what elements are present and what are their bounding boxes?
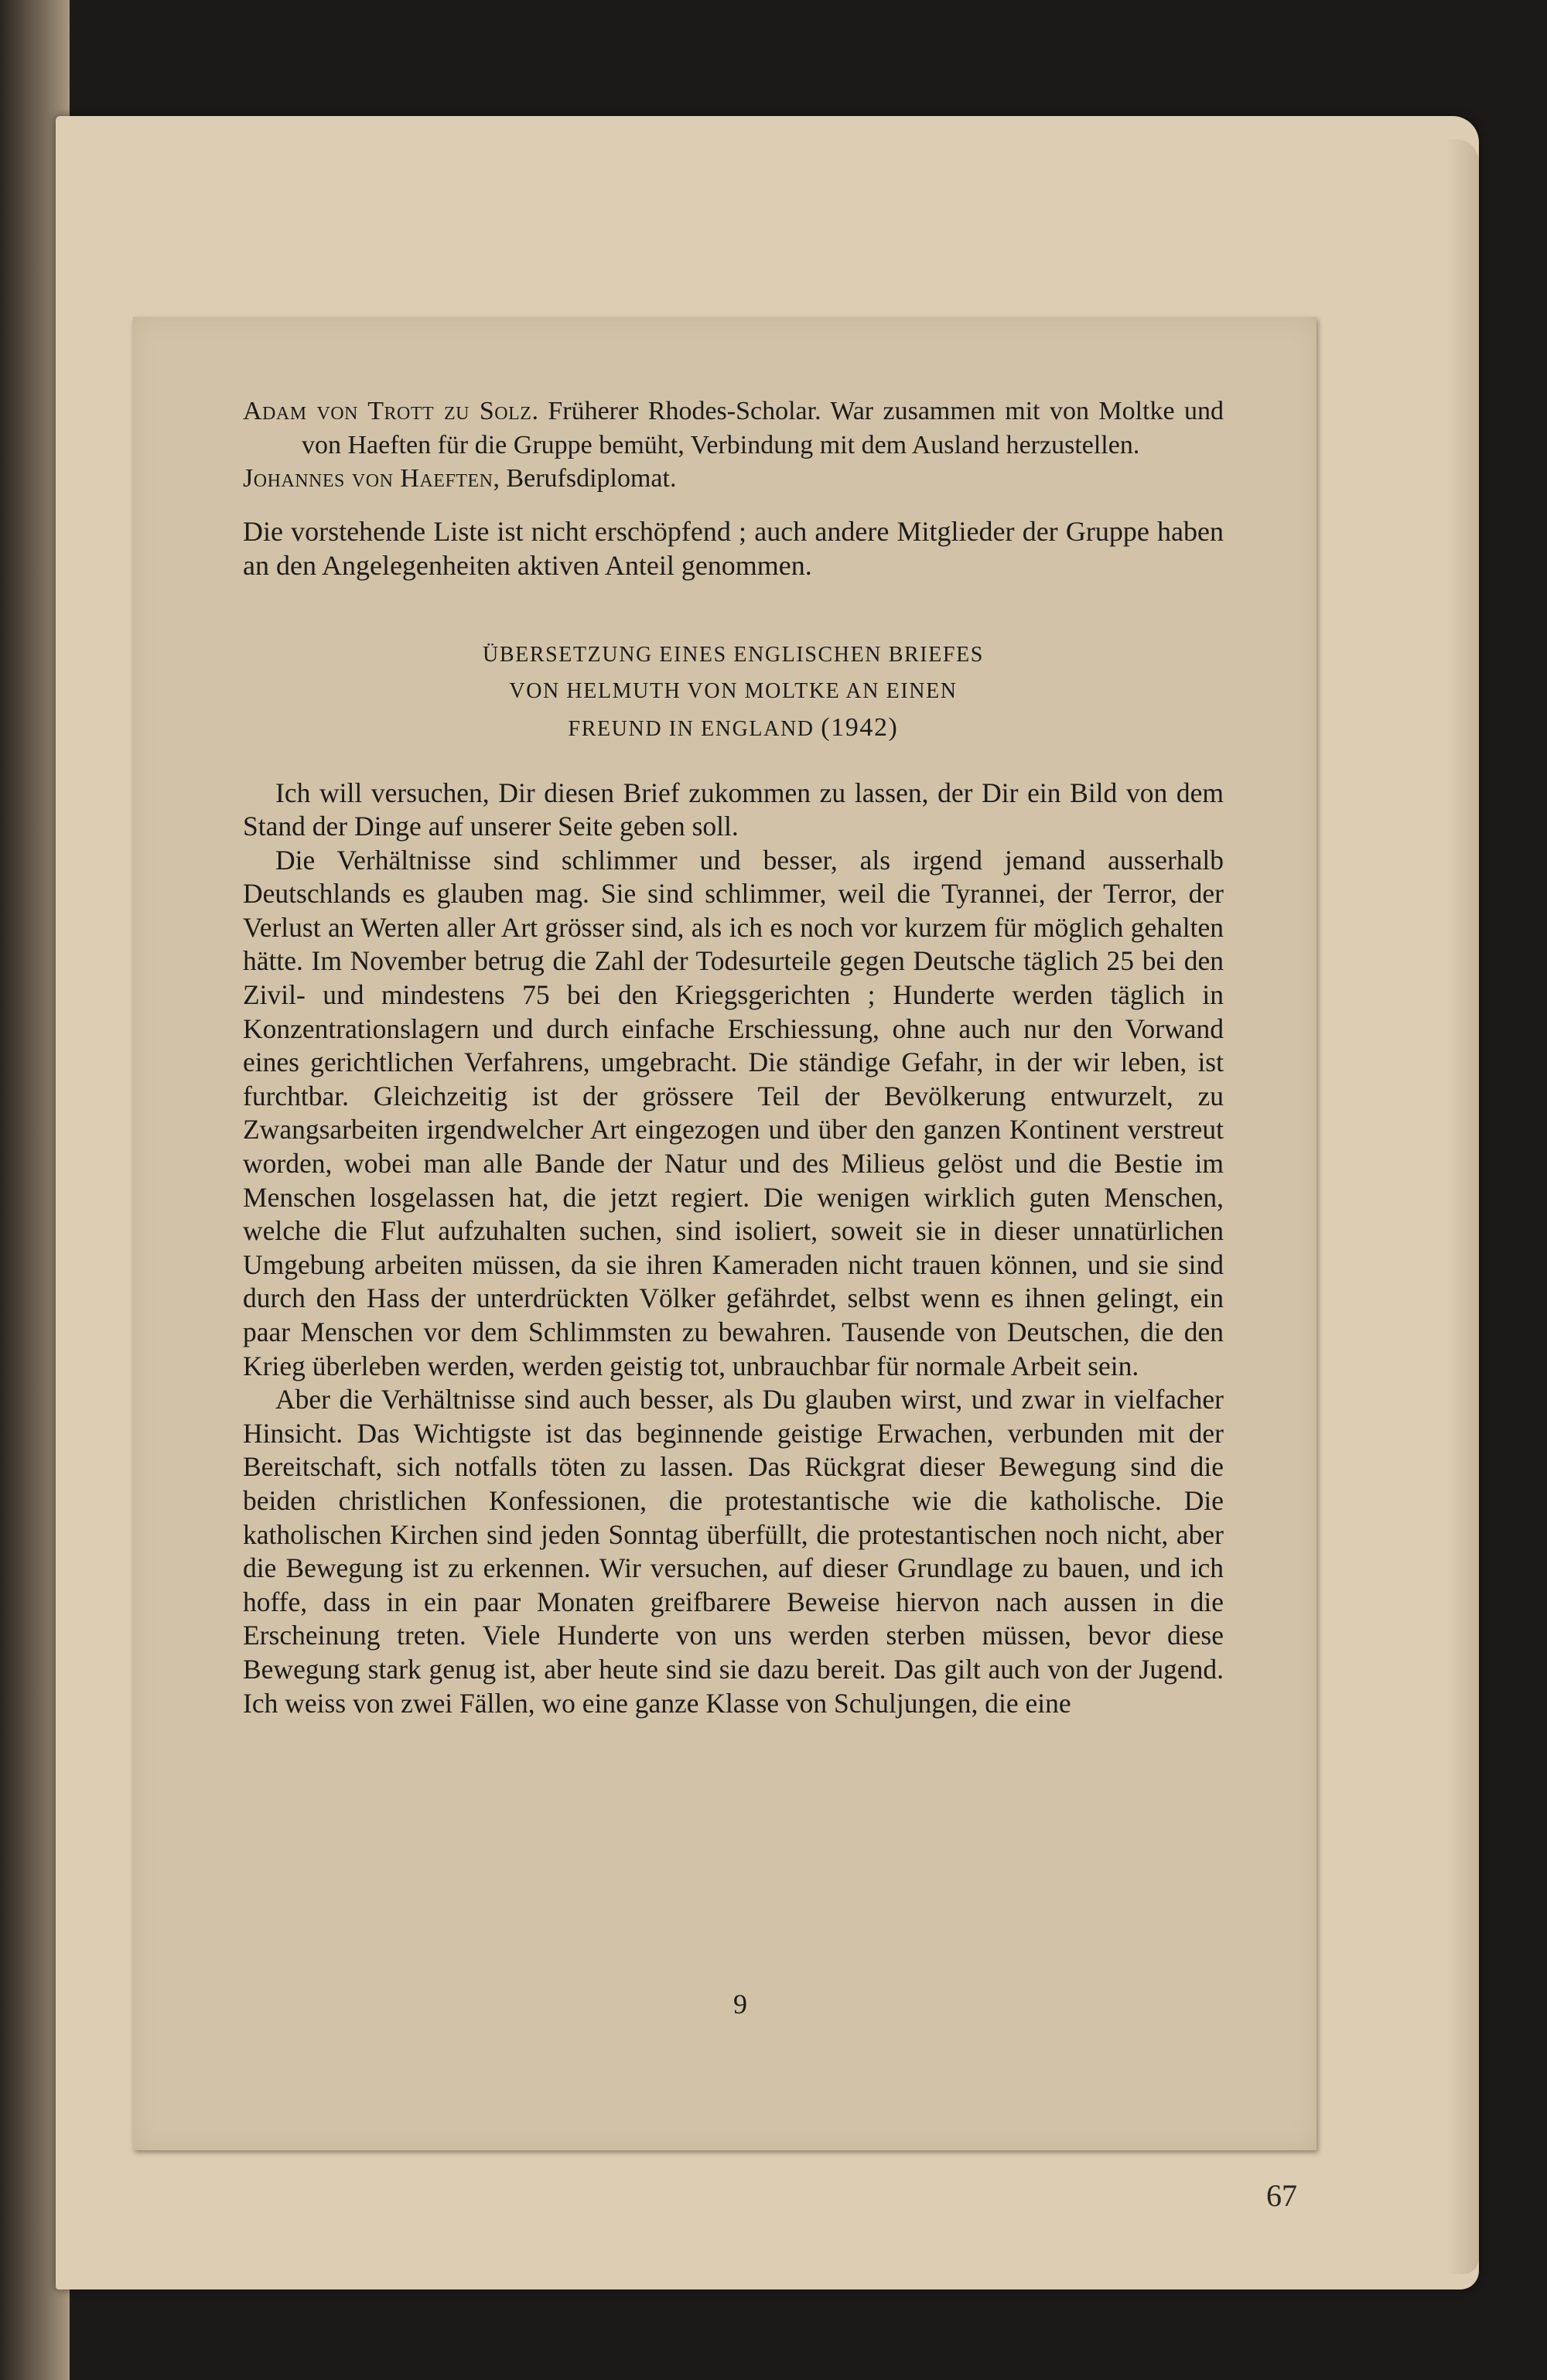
member-entry: [243, 462, 1224, 496]
member-list: [243, 394, 1224, 496]
member-name: Johannes von Haeften: [243, 464, 493, 493]
paragraph: Die Verhältnisse sind schlimmer und besser, als irgend jemand ausserhalb Deutschlands es glauben mag. Sie sind schlimmer, weil die Tyrannei, der Terror, der Verlust an Werten aller Art grösser sind, als ich es noch vor kurzem für möglich gehalten hätte. Im November betrug die Zahl der Todesurteile gegen Deutsche täglich 25 bei den Zivil- und mindestens 75 bei den Kriegsgerichten ; Hunderte werden täglich in Konzentrationslagern und durch einfache Erschiessung, ohne auch nur den Vorwand eines gerichtlichen Verfahrens, umgebracht. Die ständige Gefahr, in der wir leben, ist furchtbar. Gleichzeitig ist der grössere Teil der Bevölkerung entwurzelt, zu Zwangsarbeiten irgendwelcher Art eingezogen und über den ganzen Kontinent verstreut worden, wobei man alle Bande der Natur und des Milieus gelöst und die Bestie im Menschen losgelassen hat, die jetzt regiert. Die wenigen wirklich guten Menschen, welche die Flut aufzuhalten suchen, sind isoliert, soweit sie in dieser unnatürlichen Umgebung arbeiten müssen, da sie ihren Kameraden nicht trauen können, und sie sind durch den Hass der unterdrückten Völker gefährdet, selbst wenn es ihnen gelingt, ein paar Menschen vor dem Schlimmsten zu bewahren. Tausende von Deutschen, die den Krieg überleben werden, werden geistig tot, unbrauchbar für normale Arbeit sein.: [243, 844, 1224, 1381]
heading-line: [243, 709, 1224, 747]
heading-year: (1942): [821, 712, 899, 742]
member-entry: [243, 394, 1224, 462]
paragraph: Aber die Verhältnisse sind auch besser, als Du glauben wirst, und zwar in vielfacher Hinsicht. Das Wichtigste ist das beginnende geistige Erwachen, verbunden mit der Bereitschaft, sich notfalls töten zu lassen. Das Rückgrat dieser Bewegung sind die beiden christlichen Konfessionen, die protestantische wie die katholische. Die katholischen Kirchen sind jeden Sonntag überfüllt, die protestantischen noch nicht, aber die Bewegung ist zu erkennen. Wir versuchen, auf dieser Grundlage zu bauen, und ich hoffe, dass in ein paar Monaten greifbarere Beweise hiervon nach aussen in die Erscheinung treten. Viele Hunderte von uns werden sterben müssen, bevor diese Bewegung stark genug ist, aber heute sind sie dazu bereit. Das gilt auch von der Jugend. Ich weiss von zwei Fällen, wo eine ganze Klasse von Schuljungen, die eine: [243, 1384, 1224, 1719]
heading-line: ÜBERSETZUNG EINES ENGLISCHEN BRIEFES: [483, 642, 984, 667]
letter-heading: [243, 637, 1224, 747]
paragraph: Ich will versuchen, Dir diesen Brief zukommen zu lassen, der Dir ein Bild von dem Stand der Dinge auf unserer Seite geben soll.: [243, 777, 1224, 842]
letter-body: [243, 777, 1224, 1721]
heading-line-text: FREUND IN ENGLAND: [568, 716, 814, 741]
heading-line: VON HELMUTH VON MOLTKE AN EINEN: [509, 678, 958, 703]
member-description: , Berufsdiplomat.: [493, 464, 677, 493]
leaf-page-number: 9: [733, 1989, 747, 2020]
list-note: Die vorstehende Liste ist nicht erschöpfend ; auch andere Mitglieder der Gruppe haben an den Angelegenheiten aktiven Anteil genommen.: [243, 515, 1224, 581]
book-page-number: 67: [1266, 2178, 1297, 2213]
member-description: . Früherer Rhodes-Scholar. War zusammen mit von Moltke und von Haeften für die Gruppe bemüht, Verbindung mit dem Ausland herzustellen.: [302, 397, 1224, 459]
leaf-text-block: [243, 394, 1224, 1720]
member-name: Adam von Trott zu Solz: [243, 397, 532, 425]
outer-book-page: [56, 116, 1479, 2290]
